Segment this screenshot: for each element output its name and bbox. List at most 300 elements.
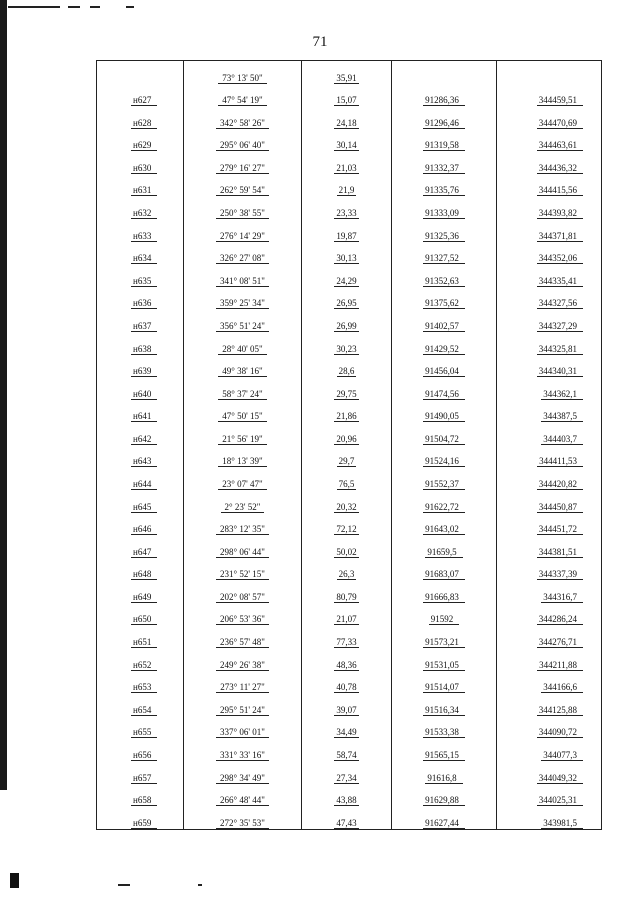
coord-x: 91629,88 (423, 795, 465, 806)
table-row (97, 625, 602, 648)
x-cell (392, 738, 497, 761)
table-row (97, 467, 602, 490)
angle-cell (184, 61, 302, 84)
angle-cell (184, 422, 302, 445)
coord-y: 344470,69 (537, 118, 583, 129)
table-row (97, 603, 602, 626)
table-row (97, 671, 602, 694)
x-cell (392, 355, 497, 378)
point-name: н648 (131, 569, 157, 580)
coord-x: 91402,57 (423, 321, 465, 332)
direction-angle: 23° 07' 47" (218, 479, 266, 490)
segment-length: 21,86 (336, 411, 357, 422)
distance-cell (302, 196, 392, 219)
coord-x: 91659,5 (425, 547, 462, 558)
coord-y: 344463,61 (537, 140, 583, 151)
x-cell (392, 513, 497, 536)
distance-cell (302, 490, 392, 513)
x-cell (392, 264, 497, 287)
distance-cell (302, 806, 392, 829)
y-cell (497, 467, 602, 490)
y-cell (497, 106, 602, 129)
x-cell (392, 648, 497, 671)
distance-cell (302, 219, 392, 242)
direction-angle: 266° 48' 44" (216, 795, 269, 806)
direction-angle: 359° 25' 34" (216, 298, 269, 309)
point-name: н656 (131, 750, 157, 761)
scan-dash (198, 884, 202, 886)
coord-x: 91335,76 (423, 185, 465, 196)
table-row (97, 716, 602, 739)
angle-cell (184, 219, 302, 242)
direction-angle: 28° 40' 05" (218, 344, 266, 355)
direction-angle: 279° 16' 27" (216, 163, 269, 174)
y-cell (497, 400, 602, 423)
x-cell (392, 106, 497, 129)
point-cell (97, 61, 184, 84)
coord-x: 91325,36 (423, 231, 465, 242)
angle-cell (184, 806, 302, 829)
angle-cell (184, 738, 302, 761)
distance-cell (302, 264, 392, 287)
distance-cell (302, 242, 392, 265)
x-cell (392, 422, 497, 445)
segment-length: 26,3 (338, 569, 355, 580)
x-cell (392, 400, 497, 423)
distance-cell (302, 693, 392, 716)
angle-cell (184, 716, 302, 739)
point-cell (97, 219, 184, 242)
point-cell (97, 309, 184, 332)
point-cell (97, 558, 184, 581)
segment-length: 19,87 (336, 230, 357, 241)
coord-x: 91327,52 (423, 253, 465, 264)
table-row (97, 151, 602, 174)
table-row (97, 61, 602, 84)
scan-dash (8, 6, 60, 8)
direction-angle: 331° 33' 16" (216, 750, 269, 761)
direction-angle: 236° 57' 48" (216, 637, 269, 648)
table-row (97, 784, 602, 807)
coord-x: 91456,04 (423, 366, 465, 377)
x-cell (392, 671, 497, 694)
table-row (97, 377, 602, 400)
segment-length: 76,5 (338, 479, 355, 489)
direction-angle: 47° 54' 19" (218, 95, 266, 106)
table-row (97, 400, 602, 423)
coord-y: 344025,31 (537, 795, 583, 806)
coord-x: 91565,15 (423, 750, 465, 761)
angle-cell (184, 106, 302, 129)
table-row (97, 332, 602, 355)
distance-cell (302, 174, 392, 197)
angle-cell (184, 242, 302, 265)
x-cell (392, 535, 497, 558)
direction-angle: 326° 27' 08" (216, 253, 269, 264)
point-name: н642 (131, 434, 157, 445)
distance-cell (302, 287, 392, 310)
table-row (97, 490, 602, 513)
distance-cell (302, 558, 392, 581)
segment-length: 26,99 (336, 320, 357, 331)
distance-cell (302, 784, 392, 807)
point-name: н635 (131, 276, 157, 287)
coord-x: 91490,05 (423, 411, 465, 422)
scan-mark (10, 873, 19, 888)
coord-x: 91683,07 (423, 569, 465, 580)
point-cell (97, 84, 184, 107)
distance-cell (302, 355, 392, 378)
segment-length: 47,43 (336, 818, 357, 828)
table-row (97, 806, 602, 829)
direction-angle: 21° 56' 19" (218, 434, 266, 445)
point-cell (97, 490, 184, 513)
segment-length: 39,07 (336, 704, 357, 715)
segment-length: 35,91 (336, 72, 357, 83)
direction-angle: 231° 52' 15" (216, 569, 269, 580)
point-cell (97, 196, 184, 219)
coord-y: 344335,41 (537, 276, 583, 287)
x-cell (392, 558, 497, 581)
coord-y: 344211,88 (537, 660, 583, 671)
point-name: н649 (131, 592, 157, 603)
x-cell (392, 625, 497, 648)
distance-cell (302, 400, 392, 423)
y-cell (497, 535, 602, 558)
point-name: н627 (131, 95, 157, 106)
angle-cell (184, 671, 302, 694)
distance-cell (302, 151, 392, 174)
direction-angle: 49° 38' 16" (218, 366, 266, 377)
x-cell (392, 84, 497, 107)
coord-x: 91533,38 (423, 727, 465, 738)
direction-angle: 341° 08' 51" (216, 276, 269, 287)
coord-y: 344371,81 (537, 231, 583, 242)
angle-cell (184, 129, 302, 152)
angle-cell (184, 377, 302, 400)
segment-length: 72,12 (336, 524, 357, 535)
point-name: н652 (131, 660, 157, 671)
coord-y: 344451,72 (537, 524, 583, 535)
direction-angle: 262° 59' 54" (216, 185, 269, 196)
direction-angle: 298° 34' 49" (216, 773, 269, 784)
x-cell (392, 580, 497, 603)
table-row (97, 242, 602, 265)
point-cell (97, 513, 184, 536)
y-cell (497, 355, 602, 378)
segment-length: 80,79 (336, 591, 357, 602)
point-name: н653 (131, 682, 157, 693)
x-cell (392, 287, 497, 310)
coord-x: 91516,34 (423, 705, 465, 716)
y-cell (497, 219, 602, 242)
segment-length: 58,74 (336, 749, 357, 760)
distance-cell (302, 106, 392, 129)
y-cell (497, 716, 602, 739)
point-cell (97, 445, 184, 468)
distance-cell (302, 332, 392, 355)
coord-x: 91524,16 (423, 456, 465, 467)
x-cell (392, 761, 497, 784)
coord-x: 91666,83 (423, 592, 465, 603)
y-cell (497, 264, 602, 287)
x-cell (392, 784, 497, 807)
x-cell (392, 806, 497, 829)
direction-angle: 58° 37' 24" (218, 389, 266, 400)
page-number: 71 (312, 34, 328, 50)
x-cell (392, 242, 497, 265)
x-cell (392, 445, 497, 468)
x-cell (392, 309, 497, 332)
distance-cell (302, 467, 392, 490)
table-row (97, 106, 602, 129)
coord-x: 91332,37 (423, 163, 465, 174)
segment-length: 27,34 (336, 772, 357, 783)
coord-y: 344337,39 (537, 569, 583, 580)
coordinates-table (96, 60, 602, 830)
angle-cell (184, 693, 302, 716)
distance-cell (302, 513, 392, 536)
y-cell (497, 377, 602, 400)
point-cell (97, 287, 184, 310)
segment-length: 30,13 (336, 253, 357, 264)
coord-y: 344325,81 (537, 344, 583, 355)
y-cell (497, 513, 602, 536)
segment-length: 50,02 (336, 546, 357, 557)
coord-x: 91643,02 (423, 524, 465, 535)
y-cell (497, 693, 602, 716)
angle-cell (184, 332, 302, 355)
distance-cell (302, 603, 392, 626)
point-name: н644 (131, 479, 157, 490)
table-row (97, 422, 602, 445)
segment-length: 26,95 (336, 298, 357, 309)
segment-length: 28,6 (338, 366, 355, 377)
distance-cell (302, 738, 392, 761)
x-cell (392, 716, 497, 739)
point-cell (97, 784, 184, 807)
coord-y: 344415,56 (537, 185, 583, 196)
angle-cell (184, 535, 302, 558)
table-row (97, 84, 602, 107)
y-cell (497, 61, 602, 84)
distance-cell (302, 422, 392, 445)
point-name: н632 (131, 208, 157, 219)
coord-y: 344381,51 (537, 547, 583, 558)
direction-angle: 298° 06' 44" (216, 547, 269, 558)
point-name: н633 (131, 231, 157, 242)
coord-x: 91375,62 (423, 298, 465, 309)
point-cell (97, 535, 184, 558)
point-name: н655 (131, 727, 157, 738)
point-name: н651 (131, 637, 157, 648)
direction-angle: 272° 35' 53" (216, 818, 269, 829)
table-row (97, 738, 602, 761)
direction-angle: 18° 13' 39" (218, 456, 266, 467)
distance-cell (302, 309, 392, 332)
coord-y: 344125,88 (537, 705, 583, 716)
point-cell (97, 671, 184, 694)
direction-angle: 2° 23' 52" (221, 502, 265, 513)
angle-cell (184, 400, 302, 423)
segment-length: 15,07 (336, 95, 357, 106)
distance-cell (302, 61, 392, 84)
angle-cell (184, 580, 302, 603)
distance-cell (302, 716, 392, 739)
point-name: н631 (131, 185, 157, 196)
y-cell (497, 625, 602, 648)
coord-y: 344327,29 (537, 321, 583, 332)
y-cell (497, 490, 602, 513)
table-row (97, 580, 602, 603)
point-cell (97, 377, 184, 400)
angle-cell (184, 264, 302, 287)
point-cell (97, 242, 184, 265)
point-cell (97, 625, 184, 648)
point-name: н659 (131, 818, 157, 829)
table-row (97, 445, 602, 468)
segment-length: 48,36 (336, 659, 357, 670)
coord-y: 344276,71 (537, 637, 583, 648)
table-row (97, 513, 602, 536)
point-cell (97, 693, 184, 716)
x-cell (392, 490, 497, 513)
point-name: н658 (131, 795, 157, 806)
coord-y: 344362,1 (541, 389, 583, 400)
coord-y: 344286,24 (537, 614, 583, 625)
y-cell (497, 784, 602, 807)
table-row (97, 693, 602, 716)
y-cell (497, 287, 602, 310)
point-cell (97, 738, 184, 761)
distance-cell (302, 445, 392, 468)
angle-cell (184, 309, 302, 332)
coord-y: 344352,06 (537, 253, 583, 264)
segment-length: 30,14 (336, 140, 357, 151)
point-cell (97, 580, 184, 603)
segment-length: 40,78 (336, 682, 357, 693)
point-name: н645 (131, 502, 157, 513)
point-name: н654 (131, 705, 157, 716)
direction-angle: 249° 26' 38" (216, 660, 269, 671)
scan-dash (126, 6, 134, 8)
x-cell (392, 61, 497, 84)
coord-y: 344049,32 (537, 773, 583, 784)
angle-cell (184, 603, 302, 626)
point-cell (97, 761, 184, 784)
x-cell (392, 219, 497, 242)
distance-cell (302, 761, 392, 784)
point-name: н647 (131, 547, 157, 558)
point-name: н639 (131, 366, 157, 377)
y-cell (497, 174, 602, 197)
point-cell (97, 332, 184, 355)
point-cell (97, 806, 184, 829)
angle-cell (184, 490, 302, 513)
y-cell (497, 129, 602, 152)
coord-y: 344420,82 (537, 479, 583, 490)
x-cell (392, 603, 497, 626)
coord-y: 344327,56 (537, 298, 583, 309)
point-cell (97, 355, 184, 378)
segment-length: 21,03 (336, 162, 357, 173)
coord-y: 343981,5 (541, 818, 583, 829)
angle-cell (184, 784, 302, 807)
point-cell (97, 400, 184, 423)
y-cell (497, 738, 602, 761)
segment-length: 23,33 (336, 208, 357, 219)
distance-cell (302, 671, 392, 694)
angle-cell (184, 84, 302, 107)
point-name: н650 (131, 614, 157, 625)
segment-length: 34,49 (336, 727, 357, 738)
coord-y: 344387,5 (541, 411, 583, 422)
coord-x: 91352,63 (423, 276, 465, 287)
y-cell (497, 84, 602, 107)
scan-dash (90, 6, 100, 8)
segment-length: 20,96 (336, 433, 357, 444)
direction-angle: 295° 06' 40" (216, 140, 269, 151)
coord-y: 344090,72 (537, 727, 583, 738)
y-cell (497, 558, 602, 581)
point-name: н629 (131, 140, 157, 151)
segment-length: 20,32 (336, 501, 357, 512)
y-cell (497, 309, 602, 332)
coord-y: 344403,7 (541, 434, 583, 445)
table-row (97, 355, 602, 378)
table-row (97, 535, 602, 558)
distance-cell (302, 580, 392, 603)
y-cell (497, 761, 602, 784)
y-cell (497, 648, 602, 671)
point-cell (97, 603, 184, 626)
point-name: н628 (131, 118, 157, 129)
coord-x: 91552,37 (423, 479, 465, 490)
y-cell (497, 422, 602, 445)
y-cell (497, 806, 602, 829)
table-row (97, 761, 602, 784)
table-row (97, 174, 602, 197)
coord-x: 91592 (429, 614, 460, 625)
direction-angle: 73° 13' 50" (218, 73, 266, 84)
angle-cell (184, 467, 302, 490)
segment-length: 21,9 (338, 185, 355, 196)
point-name: н630 (131, 163, 157, 174)
point-cell (97, 106, 184, 129)
coord-x: 91333,09 (423, 208, 465, 219)
table-row (97, 648, 602, 671)
direction-angle: 206° 53' 36" (216, 614, 269, 625)
x-cell (392, 467, 497, 490)
segment-length: 21,07 (336, 614, 357, 625)
point-cell (97, 264, 184, 287)
direction-angle: 273° 11' 27" (216, 682, 269, 693)
coord-x: 91622,72 (423, 502, 465, 513)
distance-cell (302, 129, 392, 152)
x-cell (392, 151, 497, 174)
coord-y: 344316,7 (541, 592, 583, 603)
distance-cell (302, 377, 392, 400)
y-cell (497, 332, 602, 355)
angle-cell (184, 151, 302, 174)
coord-y: 344436,32 (537, 163, 583, 174)
angle-cell (184, 196, 302, 219)
angle-cell (184, 513, 302, 536)
coord-x: 91504,72 (423, 434, 465, 445)
coord-y: 344411,53 (537, 456, 583, 467)
coord-x: 91514,07 (423, 682, 465, 693)
coord-x: 91286,36 (423, 95, 465, 106)
